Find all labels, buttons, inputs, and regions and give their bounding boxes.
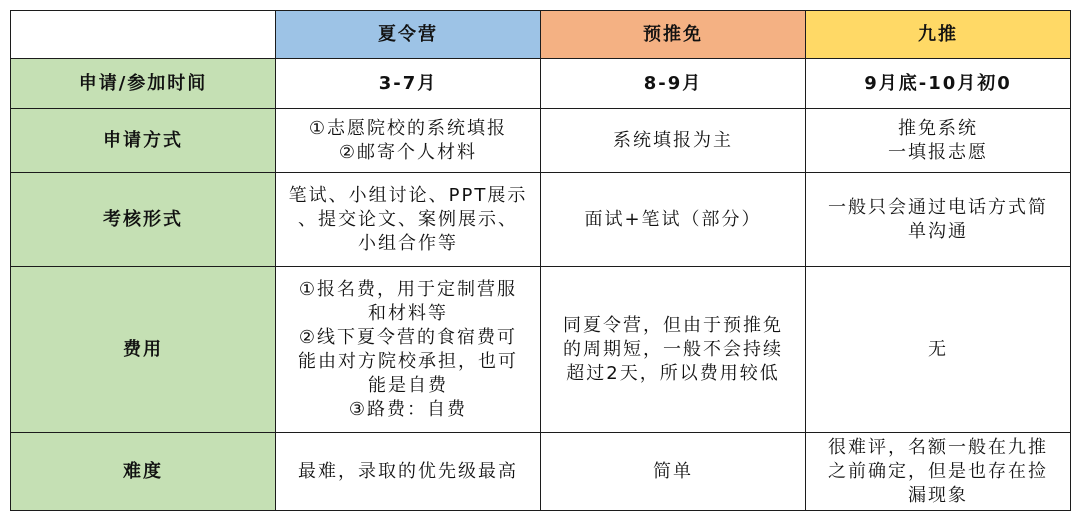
cell-line: 3-7月 — [378, 72, 438, 94]
cell-difficulty-sept — [806, 433, 1071, 511]
cell-line: ②邮寄个人材料 — [338, 141, 478, 163]
cell-line: ③路费：自费 — [348, 398, 468, 420]
cell-line: 8-9月 — [643, 72, 703, 94]
cell-line: 无 — [928, 338, 948, 360]
row-label-method: 申请方式 — [11, 109, 276, 173]
cell-time-pre — [541, 59, 806, 109]
cell-line: 之前确定，但是也存在捡 — [828, 460, 1048, 482]
cell-method-sept — [806, 109, 1071, 173]
cell-line: 系统填报为主 — [613, 129, 733, 151]
cell-line: 漏现象 — [908, 484, 968, 506]
cell-lines — [810, 436, 1066, 508]
cell-line: ①报名费，用于定制营服 — [298, 278, 518, 300]
cell-line: 面试+笔试（部分） — [584, 208, 762, 230]
header-row — [11, 11, 1071, 59]
table-row — [11, 173, 1071, 267]
cell-lines — [280, 117, 536, 165]
cell-line: 能由对方院校承担，也可 — [298, 350, 518, 372]
cell-line: 最难，录取的优先级最高 — [298, 460, 518, 482]
row-label-time: 申请/参加时间 — [11, 59, 276, 109]
cell-line: 小组合作等 — [358, 232, 458, 254]
cell-method-pre — [541, 109, 806, 173]
cell-method-summer — [276, 109, 541, 173]
cell-lines — [545, 314, 801, 386]
table-row — [11, 433, 1071, 511]
cell-line: 9月底-10月初0 — [864, 72, 1012, 94]
cell-assessment-sept — [806, 173, 1071, 267]
cell-time-sept — [806, 59, 1071, 109]
cell-line: 、提交论文、案例展示、 — [298, 208, 518, 230]
header-summer-camp: 夏令营 — [276, 11, 541, 59]
cell-cost-summer — [276, 267, 541, 433]
cell-cost-pre — [541, 267, 806, 433]
cell-line: 单沟通 — [908, 220, 968, 242]
cell-line: 的周期短，一般不会持续 — [563, 338, 783, 360]
cell-lines — [280, 184, 536, 256]
header-blank-cell — [11, 11, 276, 59]
cell-lines — [280, 278, 536, 422]
cell-line: 超过2天，所以费用较低 — [566, 362, 780, 384]
cell-line: 和材料等 — [368, 302, 448, 324]
cell-lines — [810, 196, 1066, 244]
cell-difficulty-summer — [276, 433, 541, 511]
comparison-table — [10, 10, 1071, 511]
cell-line: 笔试、小组讨论、PPT展示 — [288, 184, 528, 206]
table-row — [11, 59, 1071, 109]
table-row — [11, 109, 1071, 173]
cell-assessment-summer — [276, 173, 541, 267]
cell-difficulty-pre — [541, 433, 806, 511]
cell-cost-sept — [806, 267, 1071, 433]
header-pre-recommendation: 预推免 — [541, 11, 806, 59]
cell-lines — [810, 117, 1066, 165]
cell-line: 简单 — [653, 460, 693, 482]
cell-assessment-pre — [541, 173, 806, 267]
cell-line: 能是自费 — [368, 374, 448, 396]
cell-time-summer — [276, 59, 541, 109]
header-september-recommendation: 九推 — [806, 11, 1071, 59]
row-label-cost: 费用 — [11, 267, 276, 433]
cell-line: 同夏令营，但由于预推免 — [563, 314, 783, 336]
cell-line: 一般只会通过电话方式简 — [828, 196, 1048, 218]
row-label-assessment: 考核形式 — [11, 173, 276, 267]
cell-line: ①志愿院校的系统填报 — [308, 117, 508, 139]
table-row — [11, 267, 1071, 433]
cell-line: 很难评，名额一般在九推 — [828, 436, 1048, 458]
cell-line: 推免系统 — [898, 117, 978, 139]
cell-line: ②线下夏令营的食宿费可 — [298, 326, 518, 348]
cell-line: 一填报志愿 — [888, 141, 988, 163]
row-label-difficulty: 难度 — [11, 433, 276, 511]
